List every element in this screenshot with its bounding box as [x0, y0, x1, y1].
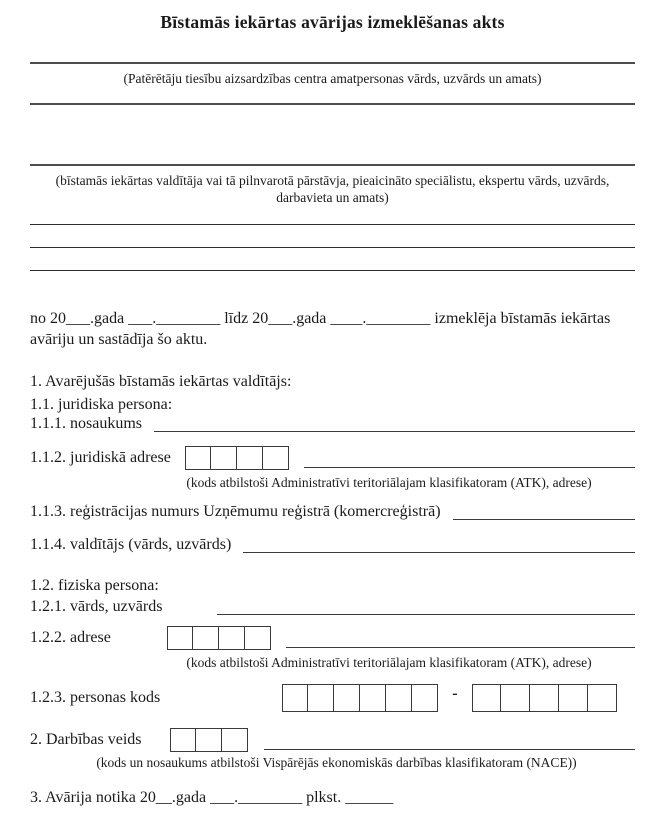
- code-cell: [588, 684, 617, 712]
- investigation-period-text: no 20___.gada ___.________ līdz 20___.gada ____.________ izmeklēja bīstamās iekārtas avāriju un sastādīja šo aktu.: [30, 310, 611, 348]
- personal-code-dash: -: [452, 685, 458, 702]
- reg-number-row: [30, 502, 635, 522]
- signature-line-5: [30, 247, 635, 248]
- code-cell: [196, 728, 222, 752]
- personal-code-row: [30, 684, 635, 712]
- code-cell: [559, 684, 588, 712]
- code-cell: [219, 626, 245, 650]
- personal-code-boxes-first: [282, 684, 438, 712]
- natural-address-code-boxes: [167, 626, 271, 650]
- code-cell: [308, 684, 334, 712]
- legal-holder-blank-line: [243, 552, 635, 553]
- natural-address-code-caption: (kods atbilstoši Administratīvi teritoriālajam klasifikatoram (ATK), adrese): [186, 655, 592, 670]
- natural-person-heading: 1.2. fiziska persona:: [30, 577, 159, 594]
- code-cell: [472, 684, 501, 712]
- natural-name-blank-line: [217, 614, 635, 615]
- code-cell: [530, 684, 559, 712]
- code-cell: [334, 684, 360, 712]
- document-title: Bīstamās iekārtas avārijas izmeklēšanas akts: [160, 12, 505, 32]
- code-cell: [245, 626, 271, 650]
- signature-line-4: [30, 224, 635, 225]
- signature-line-3: [30, 164, 635, 166]
- activity-type-label: 2. Darbības veids: [30, 731, 142, 748]
- code-cell: [282, 684, 308, 712]
- code-cell: [185, 446, 211, 470]
- legal-name-row: [30, 414, 635, 434]
- signature-line-1: [30, 62, 635, 64]
- legal-holder-row: [30, 535, 635, 555]
- code-cell: [222, 728, 248, 752]
- activity-type-row: [30, 728, 635, 752]
- legal-address-code-boxes: [185, 446, 289, 470]
- reg-number-blank-line: [453, 519, 635, 520]
- legal-address-label: 1.1.2. juridiskā adrese: [30, 449, 171, 466]
- code-cell: [501, 684, 530, 712]
- code-cell: [170, 728, 196, 752]
- participants-caption: (bīstamās iekārtas valdītāja vai tā pilnvarotā pārstāvja, pieaicināto speciālistu, ekspertu vārds, uzvārds, darbavieta un amats): [55, 173, 610, 205]
- legal-address-row: [30, 446, 635, 470]
- natural-address-label: 1.2.2. adrese: [30, 629, 111, 646]
- legal-address-code-caption: (kods atbilstoši Administratīvi teritoriālajam klasifikatoram (ATK), adrese): [186, 475, 592, 490]
- legal-address-blank-line: [304, 467, 635, 468]
- personal-code-boxes-second: [472, 684, 617, 712]
- legal-name-label: 1.1.1. nosaukums: [30, 415, 142, 432]
- code-cell: [412, 684, 438, 712]
- code-cell: [193, 626, 219, 650]
- signature-line-6: [30, 270, 635, 271]
- legal-person-heading: 1.1. juridiska persona:: [30, 396, 173, 413]
- reg-number-label: 1.1.3. reģistrācijas numurs Uzņēmumu reģistrā (komercreģistrā): [30, 503, 441, 520]
- legal-holder-label: 1.1.4. valdītājs (vārds, uzvārds): [30, 536, 232, 553]
- activity-code-boxes: [170, 728, 248, 752]
- code-cell: [237, 446, 263, 470]
- activity-type-blank-line: [264, 749, 635, 750]
- accident-time-text: 3. Avārija notika 20__.gada ___.________ plkst. ______: [30, 789, 394, 806]
- natural-name-label: 1.2.1. vārds, uzvārds: [30, 598, 163, 615]
- code-cell: [386, 684, 412, 712]
- code-cell: [360, 684, 386, 712]
- natural-name-row: [30, 597, 635, 617]
- legal-name-blank-line: [154, 431, 635, 432]
- code-cell: [167, 626, 193, 650]
- personal-code-label: 1.2.3. personas kods: [30, 689, 161, 706]
- signature-line-2: [30, 103, 635, 105]
- official-name-caption: (Patērētāju tiesību aizsardzības centra amatpersonas vārds, uzvārds un amats): [123, 71, 542, 86]
- code-cell: [211, 446, 237, 470]
- section1-heading: 1. Avarējušās bīstamās iekārtas valdītājs:: [30, 373, 292, 390]
- nace-caption: (kods un nosaukums atbilstoši Vispārējās ekonomiskās darbības klasifikatoram (NACE)): [96, 755, 577, 770]
- code-cell: [263, 446, 289, 470]
- natural-address-blank-line: [286, 647, 635, 648]
- natural-address-row: [30, 626, 635, 650]
